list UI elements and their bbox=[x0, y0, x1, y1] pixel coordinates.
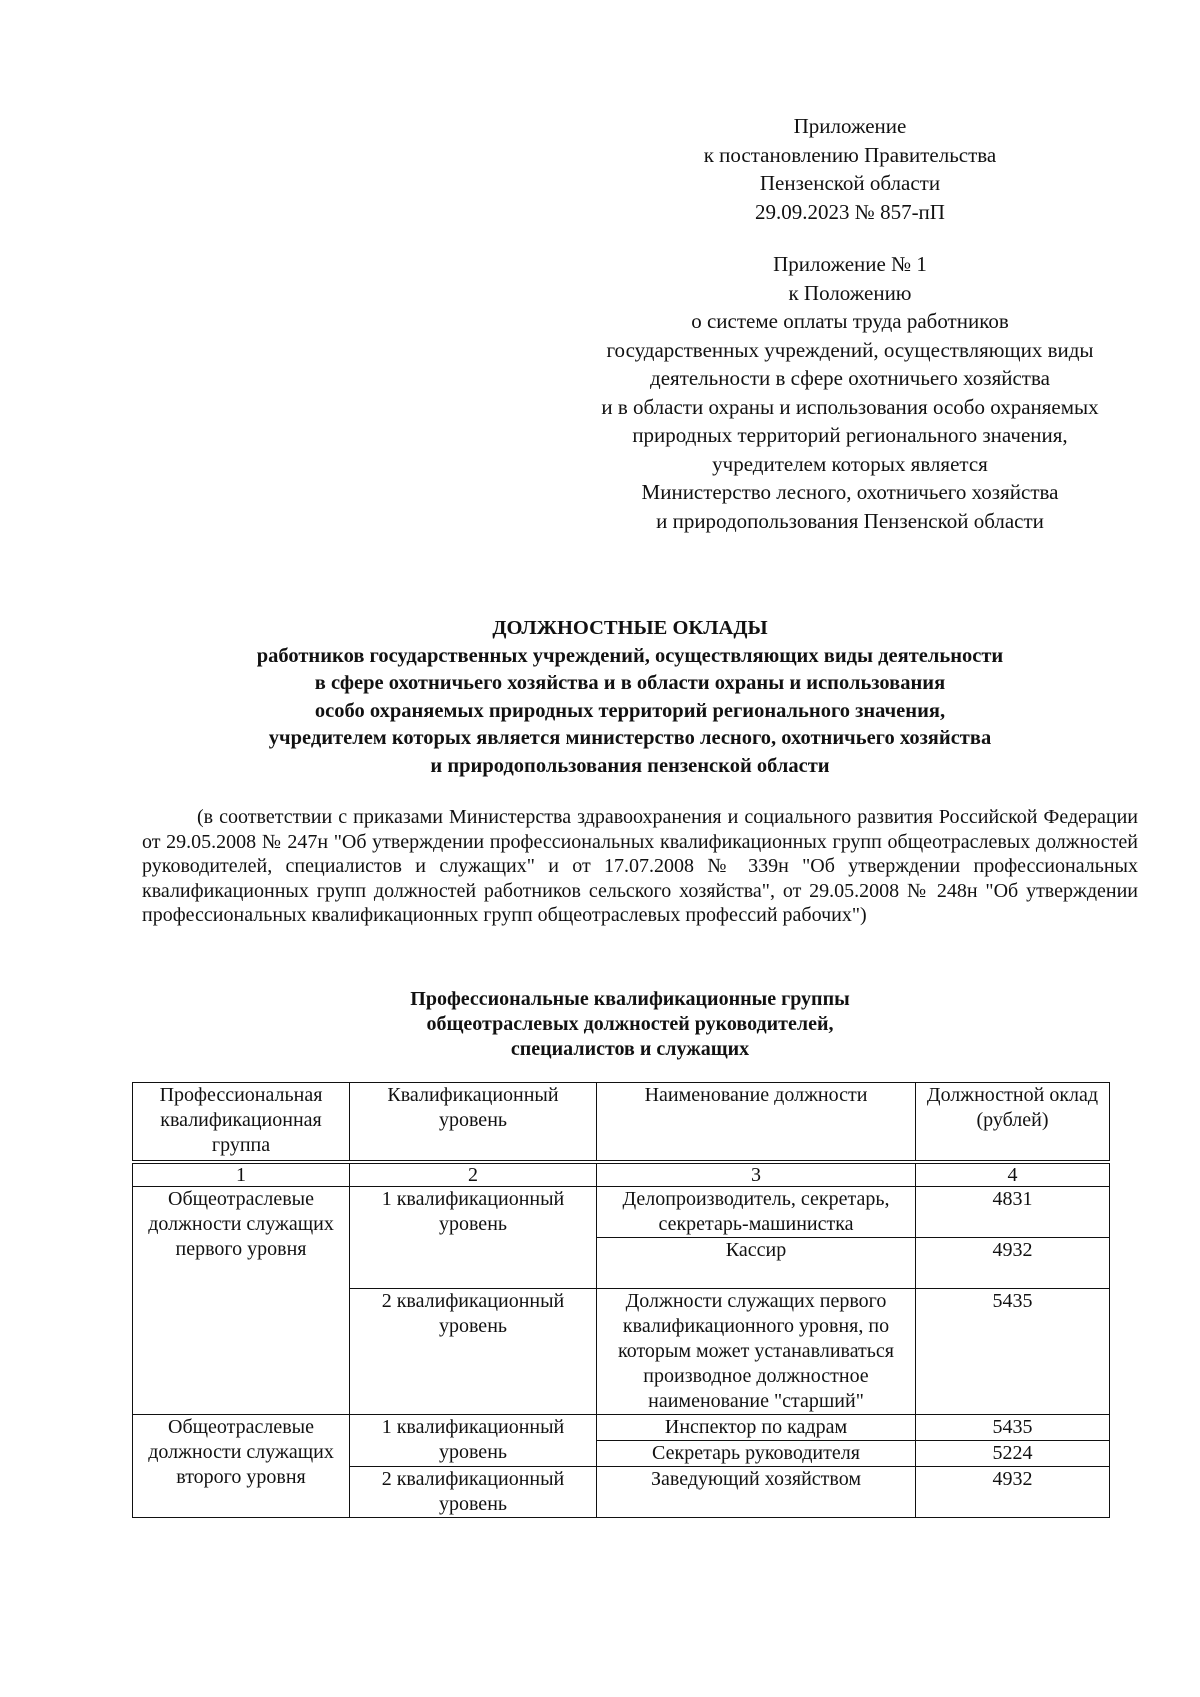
salary-table bbox=[132, 1082, 1110, 1518]
appendix2-line: о системе оплаты труда работников bbox=[691, 309, 1009, 333]
salary-value: 4831 bbox=[916, 1187, 1110, 1238]
qualification-level: 2 квалификационный уровень bbox=[350, 1289, 597, 1415]
table-row bbox=[133, 1415, 1110, 1441]
table-title-line: общеотраслевых должностей руководителей, bbox=[426, 1013, 834, 1035]
appendix2-header bbox=[520, 250, 1180, 535]
appendix2-line: Министерство лесного, охотничьего хозяйства bbox=[641, 480, 1059, 504]
position-title: Делопроизводитель, секретарь, секретарь-машинистка bbox=[597, 1187, 916, 1238]
column-number: 3 bbox=[597, 1164, 916, 1187]
title-line: учредителем которых является министерство лесного, охотничьего хозяйства bbox=[268, 727, 992, 749]
salary-value: 5435 bbox=[916, 1415, 1110, 1441]
appendix2-line: Приложение № 1 bbox=[773, 252, 927, 276]
salary-value: 5224 bbox=[916, 1441, 1110, 1467]
title-line: работников государственных учреждений, осуществляющих виды деятельности bbox=[256, 644, 1004, 667]
column-number: 4 bbox=[916, 1164, 1110, 1187]
salary-value: 4932 bbox=[916, 1467, 1110, 1518]
header-cell: Наименование должности bbox=[597, 1083, 916, 1161]
title-line: в сфере охотничьего хозяйства и в области охраны и использования bbox=[314, 672, 946, 694]
column-number-row bbox=[133, 1164, 1110, 1187]
appendix2-line: и природопользования Пензенской области bbox=[656, 508, 1044, 533]
title-line: и природопользования пензенской области bbox=[430, 754, 830, 777]
appendix-line: к постановлению Правительства bbox=[703, 142, 997, 167]
qualification-level: 1 квалификационный уровень bbox=[350, 1187, 597, 1289]
appendix-line: Пензенской области bbox=[759, 171, 941, 195]
table-header-row bbox=[133, 1083, 1110, 1161]
appendix2-line: государственных учреждений, осуществляющих виды bbox=[606, 337, 1094, 362]
appendix2-line: учредителем которых является bbox=[712, 451, 988, 476]
header-cell: Профессиональная квалификационная группа bbox=[133, 1083, 350, 1161]
appendix2-line: и в области охраны и использования особо охраняемых bbox=[601, 394, 1099, 419]
appendix2-line: к Положению bbox=[788, 280, 912, 305]
position-title: Секретарь руководителя bbox=[597, 1441, 916, 1467]
qualification-level: 2 квалификационный уровень bbox=[350, 1467, 597, 1518]
header-cell: Должностной оклад (рублей) bbox=[916, 1083, 1110, 1161]
appendix-line: 29.09.2023 № 857-пП bbox=[755, 199, 945, 224]
table-title bbox=[300, 987, 960, 1062]
document-title bbox=[160, 615, 1100, 780]
position-title: Инспектор по кадрам bbox=[597, 1415, 916, 1441]
table-title-line: Профессиональные квалификационные группы bbox=[410, 988, 850, 1010]
qualification-level: 1 квалификационный уровень bbox=[350, 1415, 597, 1467]
table-title-line: специалистов и служащих bbox=[510, 1038, 750, 1060]
column-number: 1 bbox=[133, 1164, 350, 1187]
appendix2-line: деятельности в сфере охотничьего хозяйства bbox=[650, 366, 1050, 390]
intro-paragraph: (в соответствии с приказами Министерства здравоохранения и социального развития Российской Федерации от 29.05.2008 № 247н "Об утверждении профессиональных квалификационных групп общеотраслевых должностей руководителей, специалистов и служащих" и от 17.07.2008 № 339н "Об утверждении профессиональных квалификационных групп должностей работников сельского хозяйства", от 29.05.2008 № 248н "Об утверждении профессиональных квалификационных групп общеотраслевых профессий рабочих") bbox=[142, 806, 1138, 927]
appendix2-line: природных территорий регионального значения, bbox=[632, 423, 1068, 447]
group-name: Общеотраслевые должности служащих первого уровня bbox=[133, 1187, 350, 1415]
title-line: ДОЛЖНОСТНЫЕ ОКЛАДЫ bbox=[492, 617, 768, 639]
position-title: Кассир bbox=[597, 1238, 916, 1289]
header-cell: Квалификационный уровень bbox=[350, 1083, 597, 1161]
appendix-line: Приложение bbox=[793, 114, 907, 138]
salary-value: 4932 bbox=[916, 1238, 1110, 1289]
table-row bbox=[133, 1187, 1110, 1238]
salary-value: 5435 bbox=[916, 1289, 1110, 1415]
title-line: особо охраняемых природных территорий регионального значения, bbox=[314, 699, 946, 722]
position-title: Должности служащих первого квалификационного уровня, по которым может устанавливаться производное должностное наименование "старший" bbox=[597, 1289, 916, 1415]
group-name: Общеотраслевые должности служащих второго уровня bbox=[133, 1415, 350, 1518]
appendix-header bbox=[560, 112, 1140, 226]
position-title: Заведующий хозяйством bbox=[597, 1467, 916, 1518]
column-number: 2 bbox=[350, 1164, 597, 1187]
